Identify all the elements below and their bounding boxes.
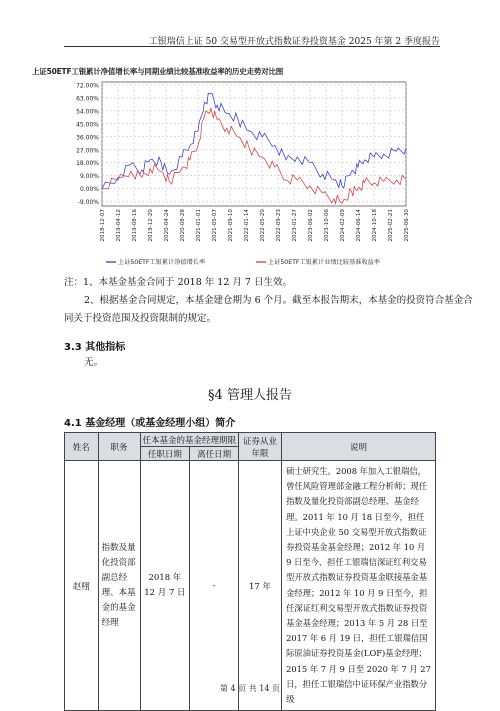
section-4-1-title: 4.1 基金经理（或基金经理小组）简介 [64,418,236,429]
nav-growth-chart [66,62,416,272]
x-tick-label: 2025-06-30 [404,209,410,242]
page-header [0,0,500,46]
y-tick-label: 72.00% [76,82,99,90]
x-tick-label: 2020-04-24 [164,209,170,242]
cell-name: 赵栩 [65,461,99,711]
x-tick-label: 2024-10-18 [372,209,378,242]
x-tick-label: 2019-08-16 [132,209,138,242]
x-tick-label: 2018-12-07 [100,209,106,242]
legend-label-2: 上证50ETF工银累计业绩比较基准收益率 [268,259,380,266]
x-tick-label: 2019-12-20 [148,209,154,242]
note-1: 注：1、本基金基金合同于 2018 年 12 月 7 日生效。 [64,277,292,288]
note-2b: 同关于投资范围及投资限制的规定。 [64,313,217,324]
th-name: 姓名 [65,433,99,461]
x-tick-label: 2022-09-23 [276,209,282,242]
x-tick-label: 2020-08-28 [180,209,186,242]
section-3-3-title: 3.3 其他指标 [64,342,126,353]
header-title: 工银瑞信上证 50 交易型开放式指数证券投资基金 2025 年第 2 季度报告 [148,37,440,47]
th-years: 证券从业年限 [238,433,281,461]
x-tick-label: 2021-01-01 [196,209,202,242]
x-tick-label: 2024-02-09 [340,209,346,242]
y-tick-label: 36.00% [76,134,99,142]
th-role: 职务 [98,433,140,461]
note-2a: 2、根据基金合同规定，本基金建仓期为 6 个月。截至本报告期末，本基金的投资符合基金合 [84,295,473,306]
th-end: 离任日期 [190,447,239,461]
y-tick-label: 63.00% [76,95,99,103]
th-start: 任职日期 [140,447,190,461]
chart-title: 上证50ETF工银累计净值增长率与同期业绩比较基准收益率的历史走势对比图 [32,67,284,76]
page-footer: 第 4 页 共 14 页 [220,684,280,693]
cell-end: - [190,461,239,711]
cell-role: 指数及量化投资部副总经理、本基金的基金经理 [98,461,140,711]
y-tick-label: 0.00% [79,186,99,194]
y-tick-label: 45.00% [76,121,99,129]
table-row [65,461,436,711]
x-tick-label: 2023-10-06 [324,209,330,242]
x-tick-label: 2021-09-10 [228,209,234,242]
cell-start: 2018 年 12 月 7 日 [140,461,190,711]
y-tick-label: 27.00% [76,147,99,155]
x-tick-label: 2019-04-12 [116,209,122,242]
x-tick-label: 2023-01-27 [292,209,298,242]
th-period: 任本基金的基金经理期限 [140,433,238,447]
fund-manager-table [64,432,436,711]
th-desc: 说明 [282,433,436,461]
y-tick-label: 54.00% [76,108,99,116]
cell-desc: 硕士研究生。2008 年加入工银瑞信，曾任风险管理部金融工程分析师；现任指数及量化投资部副总经理、基金经理。2011 年 10 月 18 日至今，担任上证中央企业 50 交易型开放式指数证券投资基金基金经理；2012 年 10 月 9 日至今，担任工银瑞信深证红利交易型开放式指数证券投资基金联接基金基金经理；2012 年 10 月 9 日至今，担任深证红利交易型开放式指数证券投资基金基金经理；2013 年 5 月 28 日至 2017 年 6 月 19 日，担任工银瑞信国际原油证券投资基金(LOF)基金经理；2015 年 7 月 9 日至 2020 年 7 月 27 日，担任工银瑞信中证环保产业指数分级 [282,461,436,711]
x-tick-label: 2022-05-20 [260,209,266,242]
y-tick-label: -9.00% [77,199,99,207]
header-rule [64,46,440,47]
y-tick-label: 9.00% [79,173,99,181]
section-4-title: §4 管理人报告 [208,388,292,403]
section-3-3-body: 无。 [84,357,104,368]
cell-years: 17 年 [238,461,281,711]
x-tick-label: 2023-06-02 [308,209,314,242]
legend-label-1: 上证50ETF工银累计净值增长率 [118,259,206,266]
x-tick-label: 2025-02-21 [388,209,394,242]
x-tick-label: 2024-06-14 [356,209,362,242]
y-tick-label: 18.00% [76,160,99,168]
x-tick-label: 2021-05-07 [212,209,218,242]
x-tick-label: 2022-01-14 [244,209,250,242]
